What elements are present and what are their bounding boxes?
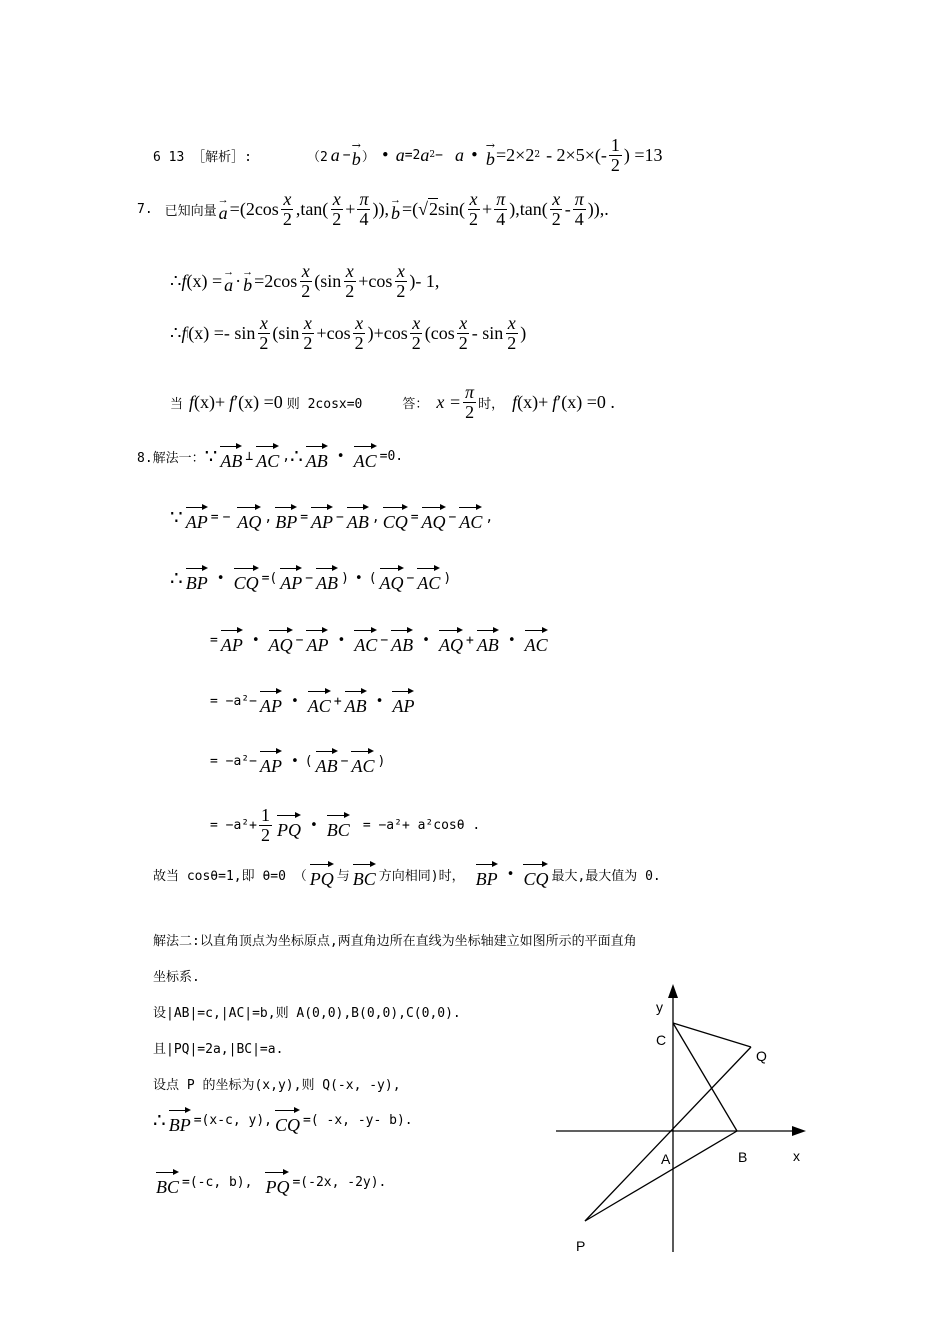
expr: (x) =0 <box>238 391 283 412</box>
fraction-pi-4: $\frac{\pi}{4}$ <box>359 189 369 229</box>
expr: (sin <box>314 270 342 291</box>
dot: · <box>235 270 242 291</box>
expr: ) <box>520 322 527 343</box>
fraction-x-2: $\frac{x}{2}$ <box>396 261 406 301</box>
vector-BC: BC <box>327 811 350 839</box>
minus: − <box>342 147 351 163</box>
expr: )+cos <box>367 322 408 343</box>
fraction-pi-4: $\frac{\pi}{4}$ <box>574 189 584 229</box>
problem-7-line: 7. 已知向量 → a =(2cos $\frac{x}{2}$ ,tan( $\frac{x}{2}$ + $\frac{\pi}{4}$ )), → b =( √ 2 sin( $\frac{x}{2}$ + $\frac{\pi}{4}$ ),tan( $\frac{x}{2}$ - $\frac{\pi}{4}$ )),. <box>137 189 609 229</box>
time-text: 时， <box>478 396 505 412</box>
dot: • <box>290 753 299 769</box>
p8-conclusion <box>153 860 661 888</box>
vector-AC: AC <box>525 626 548 654</box>
lp: ( <box>269 570 278 586</box>
f-derivative-line <box>170 314 526 353</box>
method2-line-2: 坐标系. <box>153 970 200 985</box>
expr: =(2cos <box>229 198 279 219</box>
vector-AP: AP <box>221 626 243 654</box>
eq: = <box>210 509 219 525</box>
neg: − <box>448 509 457 525</box>
vector-CQ: CQ <box>383 503 408 531</box>
vector-AB: AB <box>306 442 328 470</box>
when-text: 当 <box>170 396 184 412</box>
vector-AC: AC <box>351 747 374 775</box>
expr: =( <box>401 198 419 219</box>
vector-b: → b <box>485 139 496 170</box>
fraction-x-2: $\frac{x}{2}$ <box>282 189 292 229</box>
because: ∵ <box>204 445 218 468</box>
dot: • <box>337 632 346 648</box>
problem-6-label: 6 13 ［解析］: <box>153 149 252 165</box>
vector-AQ: AQ <box>422 503 446 531</box>
vector-AB: AB <box>345 687 367 715</box>
expr: ,tan( <box>295 198 329 219</box>
method2-line-4: 且|PQ|=2a,|BC|=a. <box>153 1042 284 1057</box>
neg: − <box>222 509 231 525</box>
answer-line <box>170 383 615 422</box>
method2-line-5: 设点 P 的坐标为(x,y),则 Q(-x, -y), <box>153 1078 401 1093</box>
vector-BP: BP <box>186 564 208 592</box>
rp: ) <box>341 570 349 586</box>
vector-BC: BC <box>156 1168 179 1196</box>
var-a: a <box>454 144 464 165</box>
neg: − <box>295 632 304 648</box>
dot: • <box>251 632 260 648</box>
dot: • <box>354 570 363 586</box>
neg: − <box>340 753 349 769</box>
expr: (x)+ <box>194 391 226 412</box>
then-text: 则 2cosx=0 <box>286 396 363 412</box>
eq: = <box>410 509 419 525</box>
p8-line-3 <box>170 564 451 592</box>
neg-a2: = −a²− <box>210 753 257 769</box>
minus: − <box>435 147 443 163</box>
intro-text: 已知向量 <box>164 203 217 219</box>
plus: + <box>345 198 356 219</box>
p8-line-7 <box>210 806 480 845</box>
prime: ′ <box>557 391 562 412</box>
method2-line-6 <box>153 1106 413 1134</box>
dot-product: • <box>380 146 390 165</box>
expr: +cos <box>316 322 351 343</box>
therefore: ∴ <box>170 270 182 291</box>
vector-CQ: CQ <box>523 860 548 888</box>
vector-AC: AC <box>417 564 440 592</box>
plus: + <box>333 693 342 709</box>
expr: (sin <box>272 322 300 343</box>
expr: - sin <box>471 322 504 343</box>
var-a: a <box>330 144 340 165</box>
neg: − <box>305 570 314 586</box>
dot-product: • <box>469 146 479 165</box>
conclusion-end: 最大,最大值为 0. <box>551 868 661 884</box>
vector-BP: BP <box>275 503 297 531</box>
problem-8-label: 8.解法一： <box>137 450 205 466</box>
result: ) =13 <box>623 144 663 165</box>
vector-AQ: AQ <box>269 626 293 654</box>
comma: , <box>371 509 380 525</box>
because: ∵ <box>170 506 183 529</box>
comma: , <box>282 448 291 464</box>
fraction-x-2: $\frac{x}{2}$ <box>301 261 311 301</box>
conclusion-mid: 方向相同)时， <box>378 868 465 884</box>
p8-line-1 <box>137 442 403 470</box>
fraction-x-2: $\frac{x}{2}$ <box>259 313 269 353</box>
answer-label: 答： <box>402 396 429 412</box>
fraction-x-2: $\frac{x}{2}$ <box>551 189 561 229</box>
dot: • <box>290 693 299 709</box>
vector-AB: AB <box>477 626 499 654</box>
label-x: x <box>793 1148 800 1164</box>
var-a: a <box>420 144 430 165</box>
y-axis-arrow <box>668 984 678 998</box>
fraction-x-2: $\frac{x}{2}$ <box>507 313 517 353</box>
vector-PQ: PQ <box>310 860 334 888</box>
eq: = <box>210 632 218 648</box>
vector-AP: AP <box>306 626 328 654</box>
method2-line-1: 解法二:以直角顶点为坐标原点,两直角边所在直线为坐标轴建立如图所示的平面直角 <box>153 934 637 949</box>
expr: x = <box>436 391 462 412</box>
p8-line-6 <box>210 747 385 775</box>
dot: • <box>216 570 225 586</box>
therefore: ∴ <box>153 1109 166 1132</box>
plus: + <box>465 632 474 648</box>
neg: − <box>380 632 389 648</box>
rp: ) <box>377 753 386 769</box>
func-f: f <box>181 322 187 343</box>
vector-AC: AC <box>354 626 377 654</box>
neg-a2: = −a²− <box>210 693 257 709</box>
vector-b: → b <box>389 194 401 224</box>
expr: =2cos <box>254 270 298 291</box>
dot: • <box>507 632 516 648</box>
fraction-half: $\frac{1}{2}$ <box>610 135 620 175</box>
equals-zero: =0. <box>379 448 404 464</box>
problem-7-label: 7. <box>137 201 153 217</box>
vector-BC: BC <box>353 860 376 888</box>
problem-6-line <box>153 136 663 175</box>
fraction-x-2: $\frac{x}{2}$ <box>303 313 313 353</box>
method2-line-7 <box>153 1168 386 1196</box>
vector-AB: AB <box>220 442 242 470</box>
dot: • <box>336 448 345 464</box>
paren-close: ） <box>361 149 375 165</box>
vector-AC: AC <box>308 687 331 715</box>
dot: • <box>506 866 515 882</box>
label-B: B <box>738 1149 748 1165</box>
perp: ⊥ <box>245 448 254 464</box>
label-P: P <box>576 1238 586 1254</box>
prime: ′ <box>234 391 239 412</box>
pq-value: =(-2x, -2y). <box>292 1174 387 1190</box>
fraction-x-2: $\frac{x}{2}$ <box>469 189 479 229</box>
vector-AB: AB <box>391 626 413 654</box>
eq: = <box>300 509 309 525</box>
therefore: ∴ <box>170 567 183 590</box>
fraction-x-2: $\frac{x}{2}$ <box>345 261 355 301</box>
p8-line-2 <box>170 503 493 531</box>
vector-AQ: AQ <box>237 503 261 531</box>
fraction-half: $\frac{1}{2}$ <box>260 805 270 845</box>
fraction-x-2: $\frac{x}{2}$ <box>411 313 421 353</box>
func-f: f <box>189 391 195 412</box>
with-text: 与 <box>336 868 350 884</box>
eq: = <box>261 570 270 586</box>
lp: ( <box>304 753 313 769</box>
vector-AB: AB <box>316 747 338 775</box>
vector-PQ: PQ <box>277 811 301 839</box>
minus: - <box>564 198 571 219</box>
vector-AP: AP <box>260 687 282 715</box>
x-axis-arrow <box>792 1126 806 1136</box>
segment-C-B <box>673 1023 737 1131</box>
vector-AQ: AQ <box>439 626 463 654</box>
therefore: ∴ <box>170 322 182 343</box>
exponent: 2 <box>429 150 436 161</box>
vector-AP: AP <box>311 503 333 531</box>
expr: (x) = <box>186 270 223 291</box>
dot: • <box>422 632 430 648</box>
vector-a: → a <box>223 266 235 296</box>
p8-line-5 <box>210 687 417 715</box>
paren-open: （2 <box>306 149 328 165</box>
vector-AC: AC <box>354 442 377 470</box>
vector-b: → b <box>242 266 254 296</box>
cq-value: =( -x, -y- b). <box>303 1112 413 1128</box>
dot: • <box>375 693 384 709</box>
vector-b: → b <box>351 139 361 170</box>
vector-CQ: CQ <box>275 1106 300 1134</box>
expr: sin( <box>438 198 466 219</box>
expr: (x) =- sin <box>188 322 256 343</box>
comma: , <box>264 509 273 525</box>
vector-AP: AP <box>186 503 208 531</box>
comma: , <box>485 509 494 525</box>
segment-C-Q <box>673 1023 751 1047</box>
neg-a2-plus: = −a²+ <box>210 817 257 833</box>
fraction-x-2: $\frac{x}{2}$ <box>458 313 468 353</box>
label-A: A <box>661 1151 671 1167</box>
expr: )), <box>372 198 389 219</box>
var-a: a <box>395 144 405 165</box>
segment-Q-P <box>585 1047 751 1221</box>
sqrt-2: 2 <box>429 199 439 220</box>
bp-value: =(x-c, y), <box>193 1112 273 1128</box>
equals-2: =2 <box>404 147 421 163</box>
lp: ( <box>368 570 377 586</box>
expr: (x)+ <box>517 391 549 412</box>
segment-B-P <box>585 1131 737 1221</box>
expr: +cos <box>358 270 393 291</box>
vector-AP: AP <box>392 687 414 715</box>
bc-value: =(-c, b), <box>182 1174 253 1190</box>
neg: − <box>406 570 415 586</box>
vector-AP: AP <box>260 747 282 775</box>
label-C: C <box>656 1032 667 1048</box>
fraction-pi-2: $\frac{\pi}{2}$ <box>465 382 475 422</box>
exponent: 2 <box>534 150 541 161</box>
expr: (x) =0 . <box>561 391 615 412</box>
func-f: f <box>512 391 518 412</box>
plus: + <box>482 198 493 219</box>
rp: ) <box>443 570 452 586</box>
value-expr-rest: - 2×5×(- <box>546 144 607 165</box>
vector-CQ: CQ <box>234 564 259 592</box>
method2-line-3: 设|AB|=c,|AC|=b,则 A(0,0),B(0,0),C(0,0). <box>153 1006 461 1021</box>
dot: • <box>309 817 318 833</box>
fraction-pi-4: $\frac{\pi}{4}$ <box>496 189 506 229</box>
final-rhs: = −a²+ a²cosθ . <box>362 817 481 833</box>
value-expr: =2×2 <box>496 144 535 165</box>
conclusion-pre: 故当 cosθ=1,即 θ=0 （ <box>153 868 307 884</box>
therefore: ∴ <box>290 445 303 468</box>
vector-BP: BP <box>476 860 498 888</box>
prime: | <box>186 328 189 339</box>
neg: − <box>336 509 344 525</box>
vector-AB: AB <box>316 564 338 592</box>
expr: )- 1, <box>409 270 440 291</box>
expr: )),. <box>587 198 609 219</box>
label-y: y <box>656 999 663 1015</box>
expr: (cos <box>424 322 455 343</box>
vector-PQ: PQ <box>265 1168 289 1196</box>
func-f: f <box>181 270 187 291</box>
func-f: f <box>229 391 235 412</box>
vector-AQ: AQ <box>380 564 404 592</box>
vector-AP: AP <box>280 564 302 592</box>
label-Q: Q <box>756 1048 767 1064</box>
vector-AC: AC <box>256 442 279 470</box>
p8-line-4 <box>210 626 551 654</box>
vector-AC: AC <box>459 503 482 531</box>
func-f: f <box>552 391 558 412</box>
f-definition-line <box>170 262 439 301</box>
fraction-x-2: $\frac{x}{2}$ <box>332 189 342 229</box>
vector-AB: AB <box>347 503 369 531</box>
fraction-x-2: $\frac{x}{2}$ <box>354 313 364 353</box>
expr: ),tan( <box>509 198 548 219</box>
vector-BP: BP <box>169 1106 191 1134</box>
vector-a: → a <box>217 194 229 224</box>
